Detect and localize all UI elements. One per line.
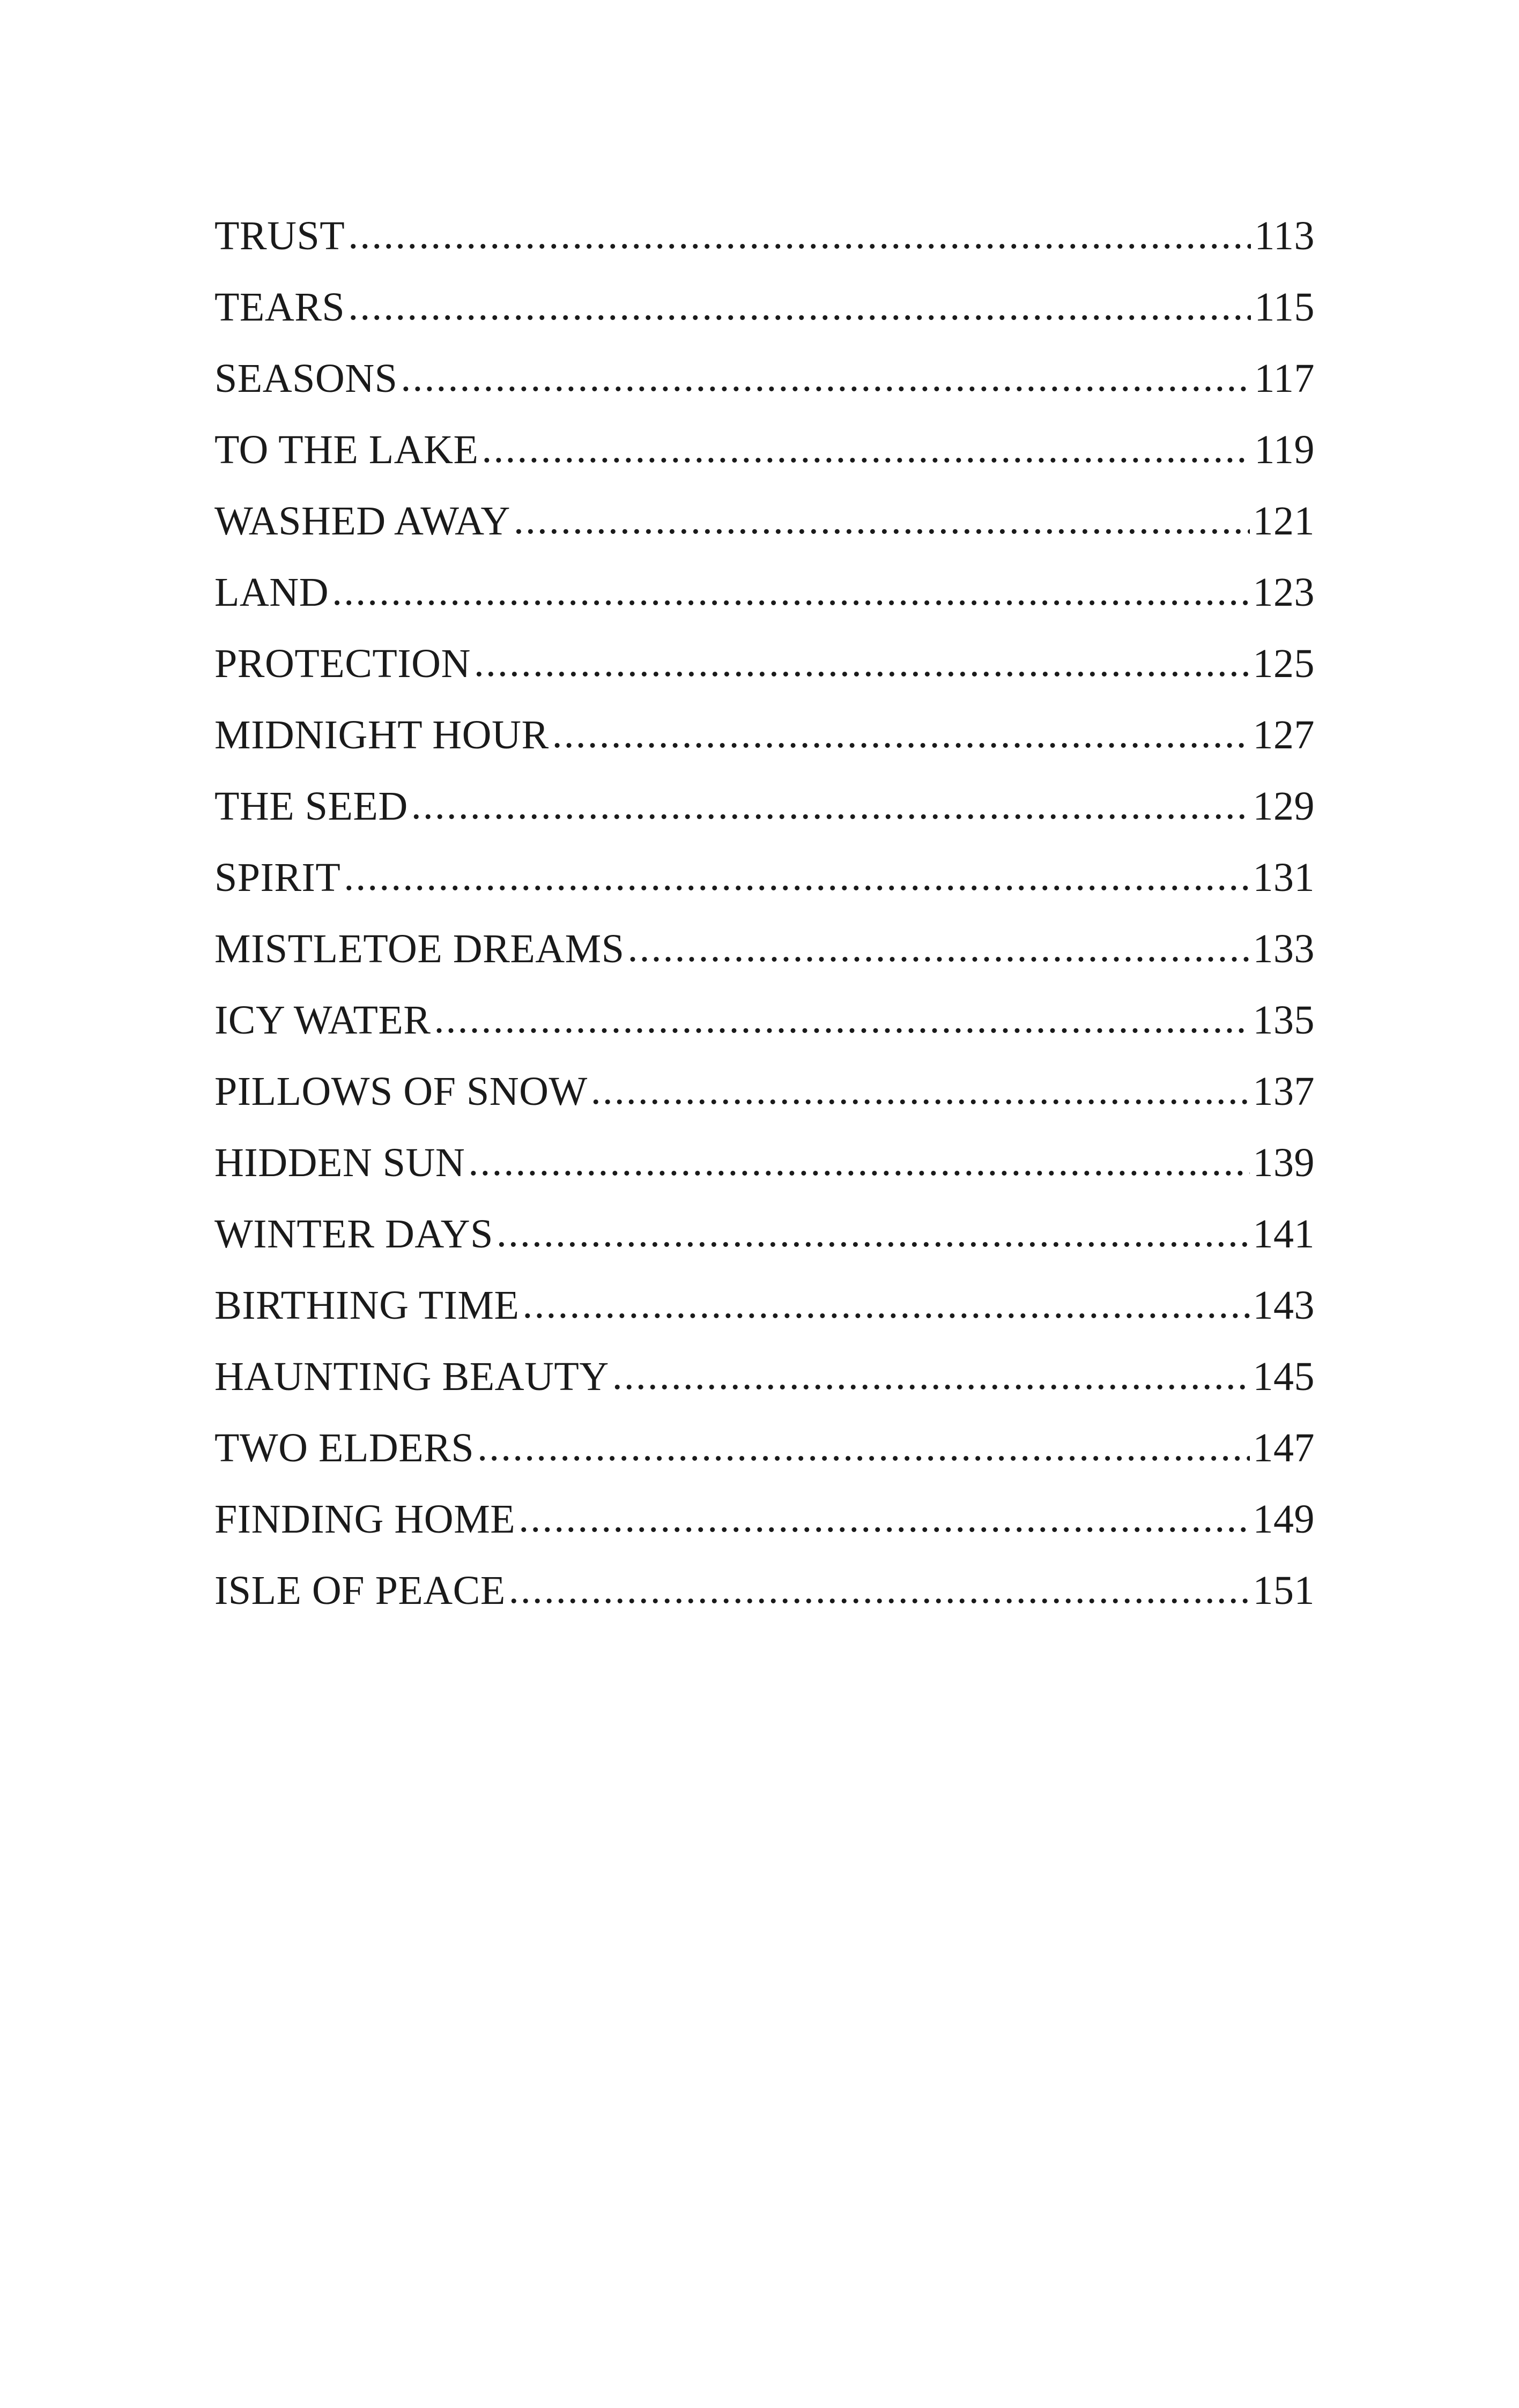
dot-leader xyxy=(497,1206,1250,1260)
toc-entry-page-number: 151 xyxy=(1253,1568,1315,1613)
dot-leader xyxy=(348,208,1251,262)
toc-entry-protection xyxy=(214,637,1315,708)
toc-entry-page-number: 123 xyxy=(1253,570,1315,615)
toc-entry-winter-days xyxy=(214,1207,1315,1279)
table-of-contents xyxy=(214,209,1315,1635)
toc-entry-title: HAUNTING BEAUTY xyxy=(214,1354,609,1399)
toc-entry-title: HIDDEN SUN xyxy=(214,1140,465,1185)
dot-leader xyxy=(552,707,1250,761)
dot-leader xyxy=(612,1349,1250,1402)
toc-entry-title: THE SEED xyxy=(214,784,408,829)
toc-entry-title: TWO ELDERS xyxy=(214,1425,475,1470)
toc-entry-page-number: 113 xyxy=(1254,213,1315,258)
toc-entry-title: BIRTHING TIME xyxy=(214,1283,520,1328)
toc-entry-page-number: 115 xyxy=(1254,285,1315,330)
toc-entry-two-elders xyxy=(214,1421,1315,1492)
toc-entry-title: MISTLETOE DREAMS xyxy=(214,926,625,971)
dot-leader xyxy=(434,992,1250,1046)
dot-leader xyxy=(514,493,1250,547)
toc-entry-mistletoe-dreams xyxy=(214,922,1315,993)
toc-entry-page-number: 139 xyxy=(1253,1140,1315,1185)
toc-entry-title: ISLE OF PEACE xyxy=(214,1568,506,1613)
dot-leader xyxy=(348,279,1251,333)
toc-entry-page-number: 131 xyxy=(1253,855,1315,900)
toc-entry-isle-of-peace xyxy=(214,1564,1315,1635)
dot-leader xyxy=(509,1563,1250,1616)
dot-leader xyxy=(522,1277,1249,1331)
toc-entry-the-seed xyxy=(214,779,1315,851)
toc-entry-page-number: 117 xyxy=(1254,356,1315,401)
toc-entry-to-the-lake xyxy=(214,423,1315,494)
toc-entry-land xyxy=(214,566,1315,637)
toc-entry-title: MIDNIGHT HOUR xyxy=(214,712,549,757)
toc-entry-haunting-beauty xyxy=(214,1350,1315,1421)
dot-leader xyxy=(332,564,1249,618)
toc-entry-page-number: 121 xyxy=(1253,499,1315,544)
toc-entry-title: SPIRIT xyxy=(214,855,341,900)
toc-entry-page-number: 119 xyxy=(1254,427,1315,472)
toc-entry-page-number: 135 xyxy=(1253,998,1315,1043)
toc-entry-title: PILLOWS OF SNOW xyxy=(214,1069,588,1114)
dot-leader xyxy=(591,1064,1250,1117)
toc-entry-title: WASHED AWAY xyxy=(214,499,510,544)
toc-entry-pillows-of-snow xyxy=(214,1065,1315,1136)
dot-leader xyxy=(468,1135,1249,1188)
toc-entry-hidden-sun xyxy=(214,1136,1315,1207)
toc-entry-title: WINTER DAYS xyxy=(214,1212,493,1257)
toc-entry-page-number: 149 xyxy=(1253,1497,1315,1542)
toc-entry-trust xyxy=(214,209,1315,280)
dot-leader xyxy=(411,778,1250,832)
toc-entry-page-number: 125 xyxy=(1253,641,1315,686)
toc-entry-page-number: 133 xyxy=(1253,926,1315,971)
toc-entry-page-number: 141 xyxy=(1253,1212,1315,1257)
toc-entry-title: SEASONS xyxy=(214,356,398,401)
toc-entry-title: TO THE LAKE xyxy=(214,427,479,472)
toc-entry-spirit xyxy=(214,851,1315,922)
toc-entry-page-number: 145 xyxy=(1253,1354,1315,1399)
toc-entry-midnight-hour xyxy=(214,708,1315,779)
toc-entry-title: TRUST xyxy=(214,213,345,258)
toc-entry-page-number: 143 xyxy=(1253,1283,1315,1328)
toc-entry-page-number: 129 xyxy=(1253,784,1315,829)
toc-entry-page-number: 127 xyxy=(1253,712,1315,757)
dot-leader xyxy=(628,921,1250,975)
toc-entry-seasons xyxy=(214,352,1315,423)
toc-entry-title: LAND xyxy=(214,570,329,615)
toc-entry-title: TEARS xyxy=(214,285,345,330)
dot-leader xyxy=(401,351,1251,404)
dot-leader xyxy=(481,422,1251,475)
toc-entry-title: FINDING HOME xyxy=(214,1497,516,1542)
dot-leader xyxy=(474,636,1250,689)
toc-entry-tears xyxy=(214,280,1315,352)
toc-entry-washed-away xyxy=(214,494,1315,566)
toc-entry-page-number: 147 xyxy=(1253,1425,1315,1470)
toc-entry-birthing-time xyxy=(214,1279,1315,1350)
toc-entry-finding-home xyxy=(214,1492,1315,1564)
dot-leader xyxy=(344,850,1249,903)
toc-entry-page-number: 137 xyxy=(1253,1069,1315,1114)
toc-entry-title: ICY WATER xyxy=(214,998,431,1043)
toc-entry-icy-water xyxy=(214,993,1315,1065)
dot-leader xyxy=(477,1420,1249,1474)
dot-leader xyxy=(518,1491,1249,1545)
toc-entry-title: PROTECTION xyxy=(214,641,471,686)
